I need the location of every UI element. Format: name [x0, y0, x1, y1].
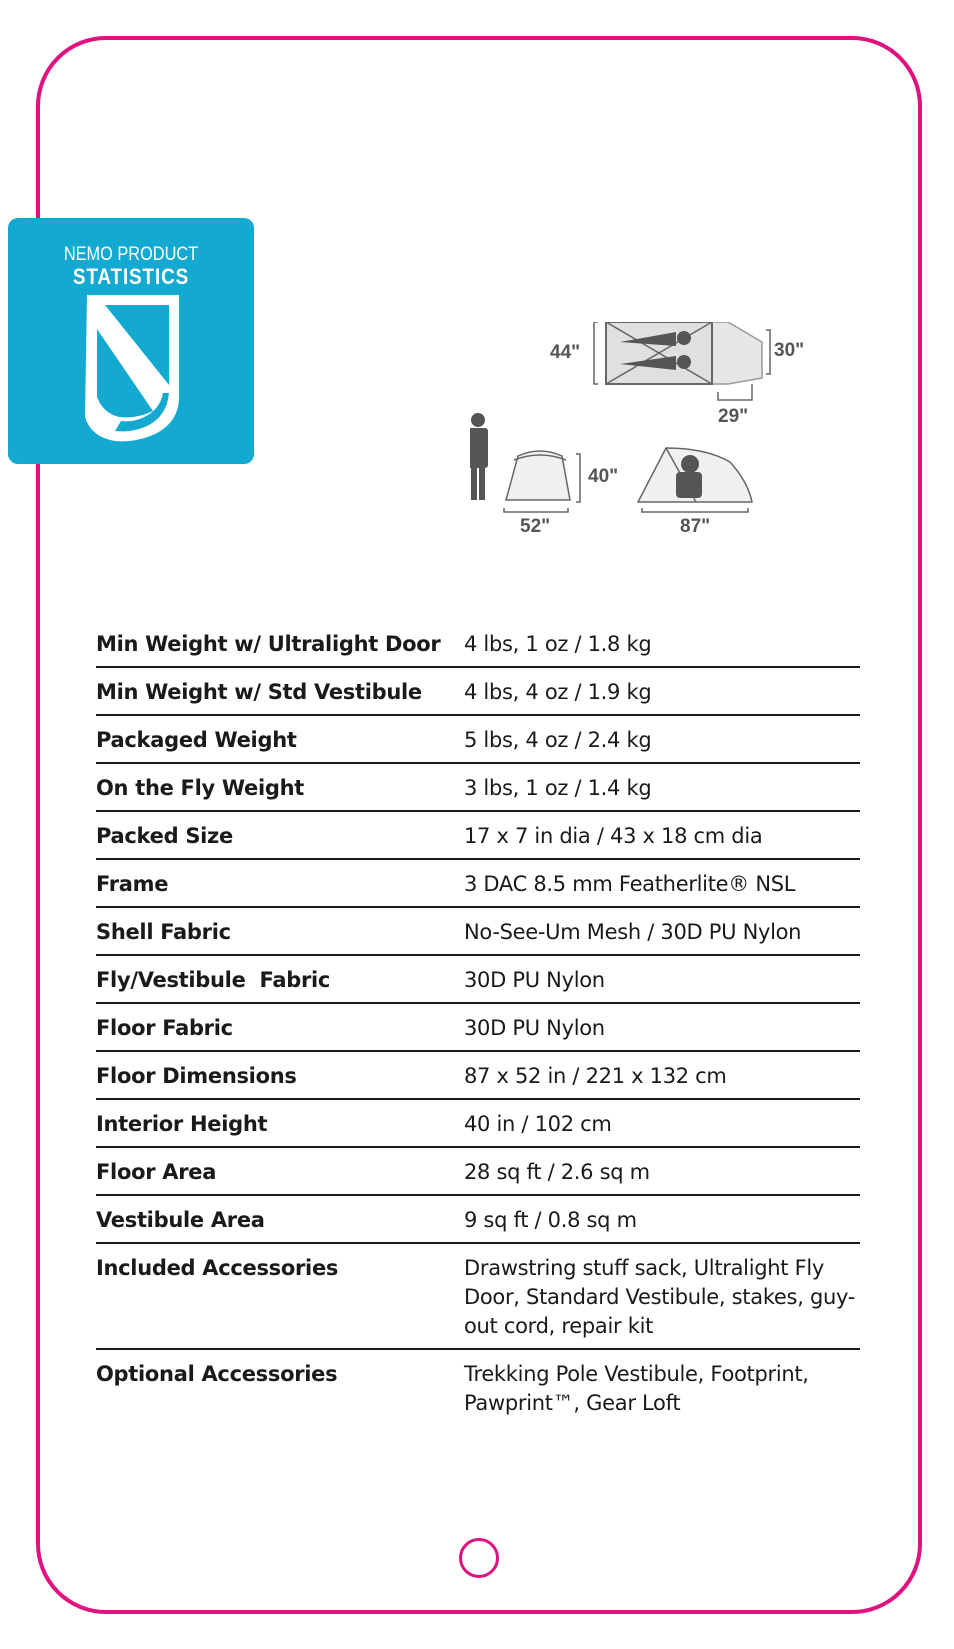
spec-value: 87 x 52 in / 221 x 132 cm: [464, 1064, 727, 1088]
spec-row: [96, 1100, 860, 1148]
spec-value: 5 lbs, 4 oz / 2.4 kg: [464, 728, 652, 752]
dim-label-foot: 29": [718, 406, 749, 427]
spec-label: Floor Dimensions: [96, 1064, 297, 1088]
spec-value: 3 lbs, 1 oz / 1.4 kg: [464, 776, 652, 800]
spec-label: Interior Height: [96, 1112, 268, 1136]
spec-label: Floor Area: [96, 1160, 217, 1184]
spec-label: Min Weight w/ Std Vestibule: [96, 680, 422, 704]
spec-value: 30D PU Nylon: [464, 968, 605, 992]
spec-label: Min Weight w/ Ultralight Door: [96, 632, 441, 656]
tent-dimension-diagram: [470, 322, 860, 582]
spec-label: Vestibule Area: [96, 1208, 265, 1232]
spec-row: [96, 764, 860, 812]
badge-title-line2: STATISTICS: [72, 264, 190, 289]
spec-row: [96, 668, 860, 716]
dim-label-height: 40": [588, 466, 619, 487]
spec-value: No-See-Um Mesh / 30D PU Nylon: [464, 920, 802, 944]
spec-value: 30D PU Nylon: [464, 1016, 605, 1040]
spec-row: [96, 860, 860, 908]
nemo-logo-icon: [81, 293, 185, 443]
spec-row: [96, 716, 860, 764]
spec-label: Floor Fabric: [96, 1016, 233, 1040]
spec-value: 17 x 7 in dia / 43 x 18 cm dia: [464, 824, 763, 848]
dim-label-width: 52": [520, 516, 551, 537]
spec-value: 9 sq ft / 0.8 sq m: [464, 1208, 637, 1232]
dim-label-length-top: 44": [550, 342, 581, 363]
spec-table: [96, 620, 860, 1456]
person-icon: [470, 413, 488, 500]
spec-label: Fly/Vestibule Fabric: [96, 968, 331, 992]
spec-label: Packed Size: [96, 824, 233, 848]
dim-label-length-side: 87": [680, 516, 711, 537]
spec-row: [96, 620, 860, 668]
spec-row: [96, 1244, 860, 1350]
spec-row: [96, 956, 860, 1004]
spec-row: [96, 1196, 860, 1244]
spec-value: 3 DAC 8.5 mm Featherlite® NSL: [464, 872, 796, 896]
spec-value: Drawstring stuff sack, Ultralight Fly Door, Standard Vestibule, stakes, guy-out cord, repair kit: [464, 1256, 856, 1338]
spec-label: On the Fly Weight: [96, 776, 304, 800]
spec-row: [96, 812, 860, 860]
spec-value: Trekking Pole Vestibule, Footprint, Pawprint™, Gear Loft: [464, 1362, 809, 1415]
spec-row: [96, 1350, 860, 1456]
dim-label-peak: 30": [774, 340, 805, 361]
spec-label: Shell Fabric: [96, 920, 231, 944]
spec-row: [96, 1004, 860, 1052]
spec-label: Frame: [96, 872, 169, 896]
badge-title-line1: NEMO PRODUCT: [63, 244, 199, 265]
tent-top-view: [594, 322, 770, 400]
nemo-statistics-badge: [8, 218, 254, 464]
spec-row: [96, 908, 860, 956]
spec-value: 40 in / 102 cm: [464, 1112, 612, 1136]
spec-value: 4 lbs, 4 oz / 1.9 kg: [464, 680, 652, 704]
spec-value: 28 sq ft / 2.6 sq m: [464, 1160, 650, 1184]
spec-row: [96, 1148, 860, 1196]
spec-row: [96, 1052, 860, 1100]
spec-label: Included Accessories: [96, 1256, 339, 1280]
spec-label: Optional Accessories: [96, 1362, 338, 1386]
spec-label: Packaged Weight: [96, 728, 297, 752]
tent-front-view: [504, 451, 580, 512]
tent-side-view: [638, 448, 752, 512]
home-button[interactable]: [459, 1538, 499, 1578]
spec-value: 4 lbs, 1 oz / 1.8 kg: [464, 632, 652, 656]
